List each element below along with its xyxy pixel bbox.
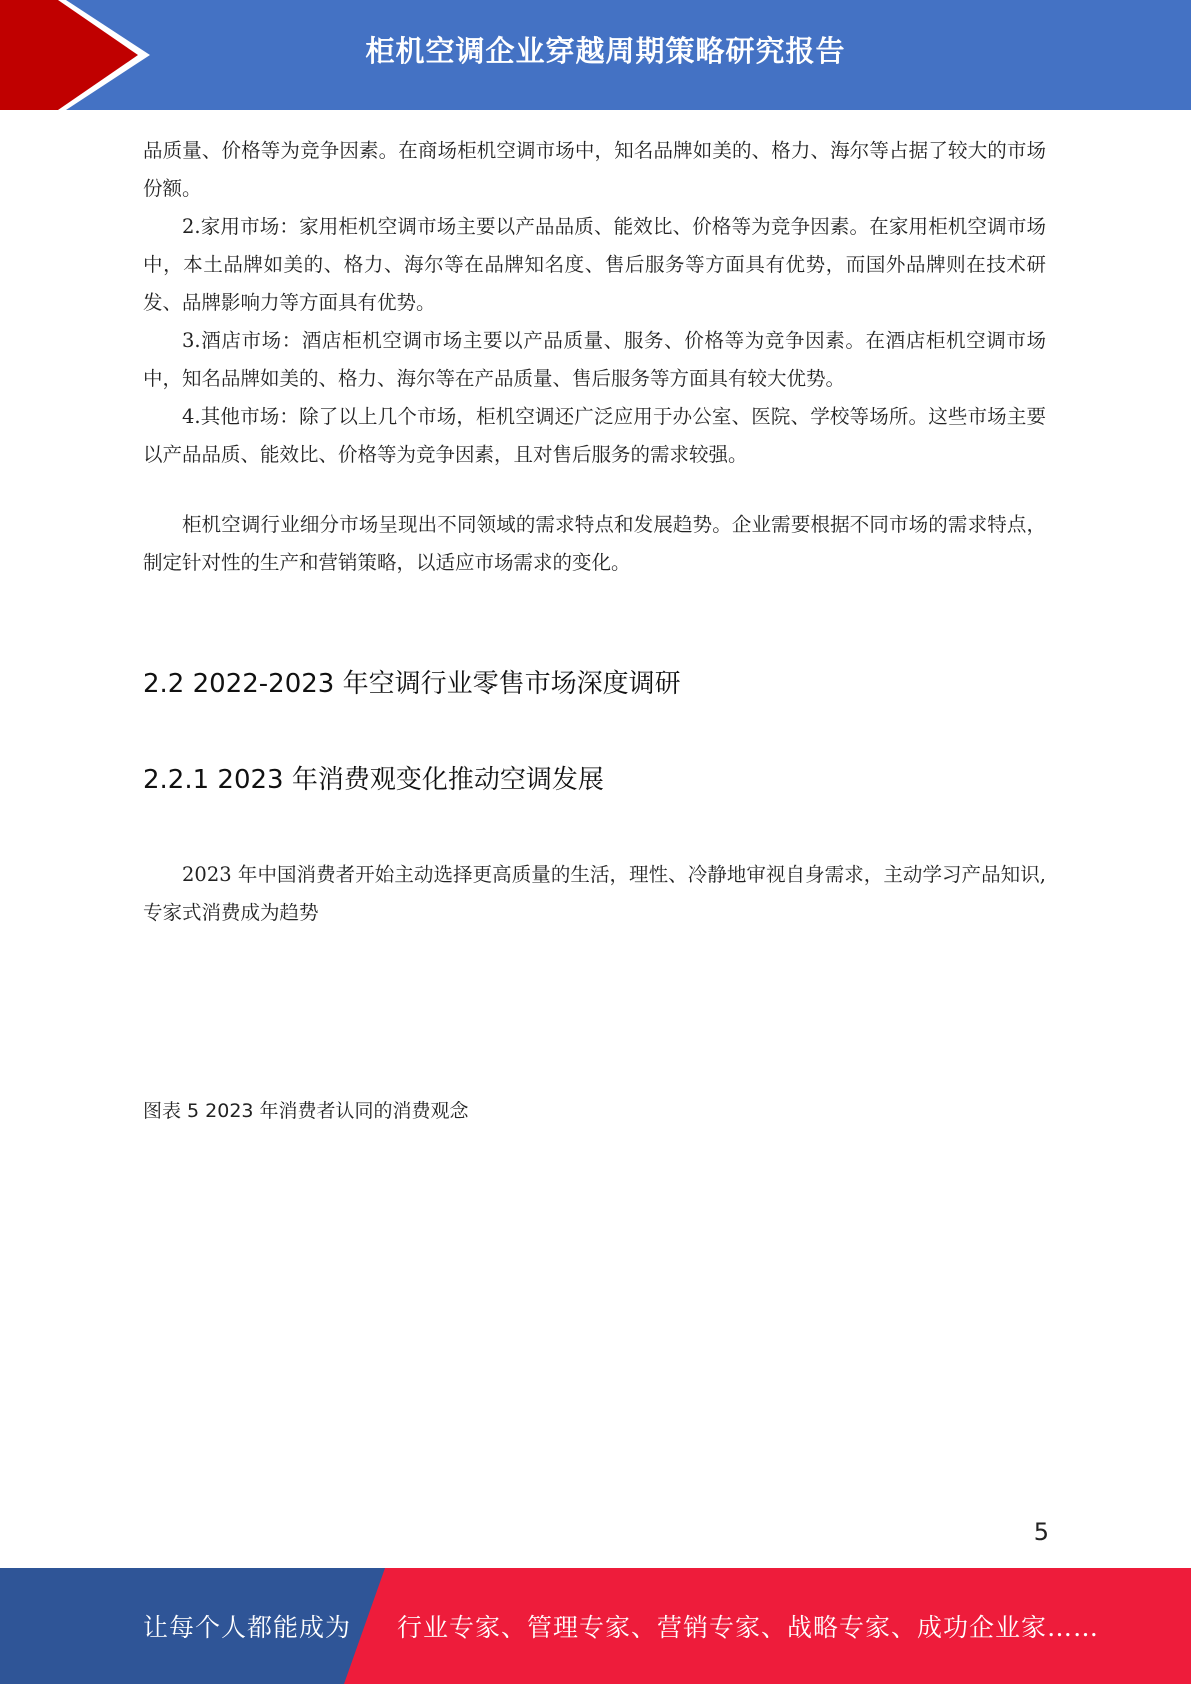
footer-slogan-right: 行业专家、管理专家、营销专家、战略专家、成功企业家…… <box>397 1613 1100 1642</box>
section-heading-2-2-1: 2.2.1 2023 年消费观变化推动空调发展 <box>143 765 604 795</box>
figure-caption: 图表 5 2023 年消费者认同的消费观念 <box>143 1100 469 1122</box>
paragraph-6: 2023 年中国消费者开始主动选择更高质量的生活，理性、冷静地审视自身需求，主动学习产品知识,专家式消费成为趋势 <box>143 863 1046 924</box>
paragraph-3: 3.酒店市场：酒店柜机空调市场主要以产品质量、服务、价格等为竞争因素。在酒店柜机空调市场中，知名品牌如美的、格力、海尔等在产品质量、售后服务等方面具有较大优势。 <box>143 329 1046 390</box>
paragraph-5: 柜机空调行业细分市场呈现出不同领域的需求特点和发展趋势。企业需要根据不同市场的需求特点，制定针对性的生产和营销策略，以适应市场需求的变化。 <box>143 513 1046 574</box>
page-header <box>0 0 1191 110</box>
report-title: 柜机空调企业穿越周期策略研究报告 <box>365 33 846 68</box>
footer-slogan-left: 让每个人都能成为 <box>143 1613 352 1642</box>
paragraph-2: 2.家用市场：家用柜机空调市场主要以产品品质、能效比、价格等为竞争因素。在家用柜机空调市场中，本土品牌如美的、格力、海尔等在品牌知名度、售后服务等方面具有优势，而国外品牌则在技术研发、品牌影响力等方面具有优势。 <box>143 215 1046 314</box>
paragraph-1: 品质量、价格等为竞争因素。在商场柜机空调市场中，知名品牌如美的、格力、海尔等占据了较大的市场份额。 <box>143 139 1046 200</box>
page-number: 5 <box>1033 1518 1049 1546</box>
paragraph-4: 4.其他市场：除了以上几个市场，柜机空调还广泛应用于办公室、医院、学校等场所。这些市场主要以产品品质、能效比、价格等为竞争因素，且对售后服务的需求较强。 <box>143 405 1046 466</box>
page-footer <box>0 1568 1191 1684</box>
section-heading-2-2: 2.2 2022-2023 年空调行业零售市场深度调研 <box>143 669 681 699</box>
main-content <box>143 132 1046 932</box>
